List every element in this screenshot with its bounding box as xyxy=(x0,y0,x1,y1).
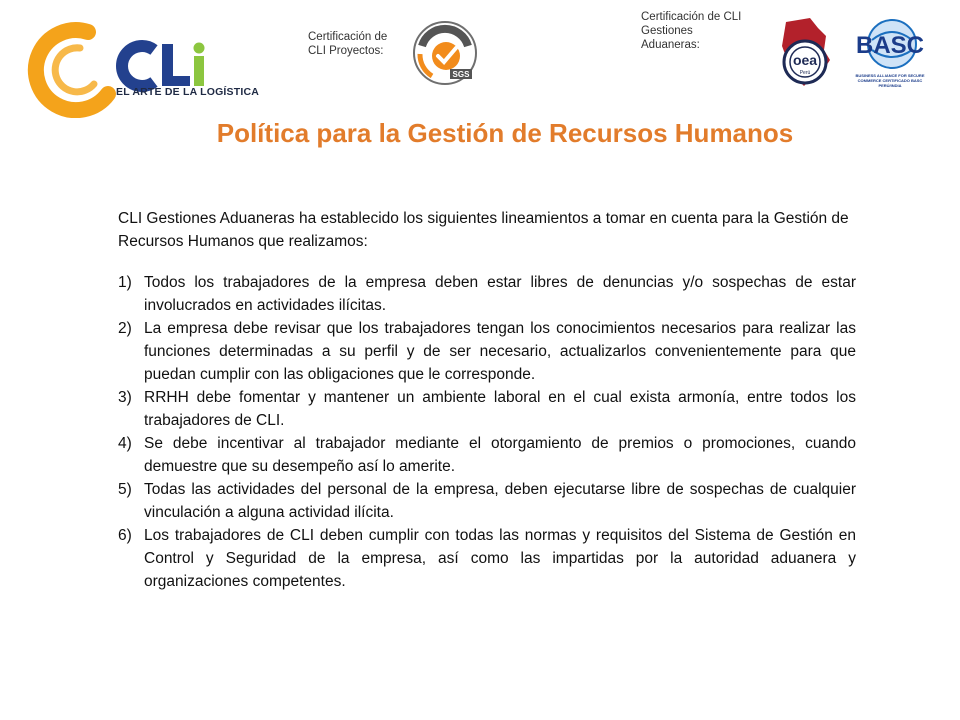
basc-caption: BUSINESS ALLIANCE FOR SECURE COMMERCE CERTIFICADO BASC PERÚ/INDIA xyxy=(855,73,925,88)
list-item xyxy=(118,478,856,524)
cert-projects-label: Certificación de CLI Proyectos: xyxy=(308,31,388,57)
oea-peru-seal xyxy=(776,16,834,90)
basc-seal-icon xyxy=(848,18,932,74)
item-text: Todos los trabajadores de la empresa deben estar libres de denuncias y/o sospechas de estar involucrados en actividades ilícitas. xyxy=(144,274,856,314)
policy-list xyxy=(118,271,856,593)
cli-logo xyxy=(22,18,218,118)
cli-logo-tagline: EL ARTE DE LA LOGÍSTICA xyxy=(116,86,260,98)
item-text: Todas las actividades del personal de la empresa, deben ejecutarse libre de sospechas de cualquier vinculación a alguna actividad ilícita. xyxy=(144,481,856,521)
item-number: 5) xyxy=(118,481,132,498)
item-number: 6) xyxy=(118,527,132,544)
list-item xyxy=(118,271,856,317)
oea-seal-icon xyxy=(776,16,834,90)
sgs-seal-icon xyxy=(412,20,478,86)
intro-paragraph: CLI Gestiones Aduaneras ha establecido los siguientes lineamientos a tomar en cuenta para la Gestión de Recursos Humanos que realizamos: xyxy=(118,210,849,250)
item-number: 3) xyxy=(118,389,132,406)
sgs-brand: SGS xyxy=(452,70,470,79)
item-text: La empresa debe revisar que los trabajadores tengan los conocimientos necesarios para realizar las funciones determinadas a su perfil y de ser necesario, actualizarlos convenientemente para que puedan cumplir con las obligaciones que le corresponde. xyxy=(144,320,856,383)
item-number: 4) xyxy=(118,435,132,452)
item-number: 1) xyxy=(118,274,132,291)
page-title: Política para la Gestión de Recursos Humanos xyxy=(216,118,794,148)
item-number: 2) xyxy=(118,320,132,337)
sgs-iso-seal xyxy=(412,20,478,86)
basc-text: BASC xyxy=(855,32,925,59)
item-text: Los trabajadores de CLI deben cumplir con todas las normas y requisitos del Sistema de Gestión en Control y Seguridad de la empresa, así como las impartidas por la autoridad aduanera y organizaciones competentes. xyxy=(144,527,856,590)
item-text: RRHH debe fomentar y mantener un ambiente laboral en el cual exista armonía, entre todos los trabajadores de CLI. xyxy=(144,389,856,429)
item-text: Se debe incentivar al trabajador mediante el otorgamiento de premios o promociones, cuando demuestre que su desempeño así lo amerite. xyxy=(144,435,856,475)
list-item xyxy=(118,317,856,386)
oea-sub: Perú xyxy=(799,70,811,76)
list-item xyxy=(118,524,856,593)
cert-customs-label: Certificación de CLI Gestiones Aduaneras: xyxy=(641,11,742,51)
cli-logo-mark xyxy=(22,18,218,118)
list-item xyxy=(118,386,856,432)
oea-text: oea xyxy=(792,52,818,68)
list-item xyxy=(118,432,856,478)
